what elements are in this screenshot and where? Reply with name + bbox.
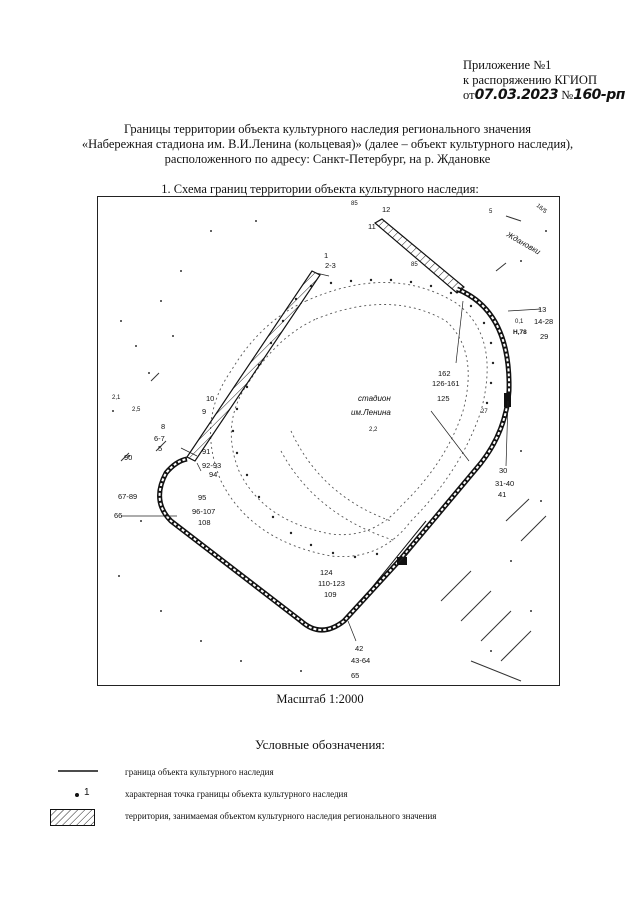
point-42: 42 [355,644,364,653]
label-27: 27 [481,409,488,415]
legend-item-territory [0,809,640,829]
point-91: 91 [202,447,211,456]
map-labels [112,201,553,680]
point-67-89: 67-89 [118,492,138,501]
label-25: 2,5 [132,407,141,413]
legend-text-point: характерная точка границы объекта культурного наследия [125,789,348,799]
point-108: 108 [198,518,211,527]
label-85a: 85 [351,201,358,207]
stadium-dots [232,279,494,558]
label-01: 0,1 [515,319,524,325]
number-prefix: № [561,88,574,102]
map-noise [112,220,547,672]
legend-text-territory: территория, занимаемая объектом культурного наследия регионального значения [125,811,437,821]
label-21: 2,1 [112,395,121,401]
point-14-28: 14-28 [534,317,554,326]
point-5: 5 [158,444,163,453]
legend-point-label: 1 [84,787,90,798]
point-8: 8 [161,422,166,431]
legend-item-point [0,787,640,807]
point-109: 109 [324,590,337,599]
legend-text-boundary: граница объекта культурного наследия [125,767,274,777]
legend-title: Условные обозначения: [254,737,386,752]
appendix-line2: к распоряжению КГИОП [463,73,597,87]
appendix-header [463,58,625,103]
point-92-93: 92-93 [202,461,222,470]
point-110-123: 110-123 [318,579,345,588]
point-1: 1 [324,251,329,260]
point-94: 94 [209,470,218,479]
date-prefix: от [463,88,475,102]
legend-dot-symbol [73,791,81,799]
point-126-161: 126-161 [432,379,460,388]
point-90: 90 [124,453,133,462]
appendix-date: 07.03.2023 [474,87,559,103]
title-line3: расположенного по адресу: Санкт-Петербург, на р. Ждановке [164,152,491,166]
point-6-7: 6-7 [154,434,165,443]
label-85b: 85 [411,262,418,268]
stadium-outline [211,282,488,556]
title-line1: Границы территории объекта культурного наследия регионального значения [123,122,532,136]
point-11: 11 [368,222,376,231]
point-125: 125 [437,394,450,403]
label-178: Н,78 [513,329,527,336]
map-stadium-name: им.Ленина [351,408,391,417]
point-66: 66 [114,511,123,520]
map-hatch-lines [121,216,549,681]
point-96-107: 96-107 [192,507,216,516]
appendix-line3 [463,88,625,103]
appendix-number: 160-рп [573,87,625,103]
label-165: 16/5 [534,202,548,216]
label-5-top: 5 [489,209,493,215]
point-13: 13 [538,305,547,314]
appendix-line1: Приложение №1 [463,58,552,72]
map-scale: Масштаб 1:2000 [276,692,364,706]
legend-item-boundary [0,765,640,785]
point-9: 9 [202,407,207,416]
map-stadium-label: стадион [358,394,391,403]
document-title [40,122,615,167]
point-30: 30 [499,466,508,475]
map-river-label: Ждановки [505,229,542,257]
title-line2: «Набережная стадиона им. В.И.Ленина (кольцевая)» (далее – объект культурного наследия), [81,137,574,151]
point-41: 41 [498,490,507,499]
point-95: 95 [198,493,207,502]
point-10: 10 [206,394,215,403]
point-124: 124 [320,568,333,577]
label-22: 2,2 [369,427,378,433]
point-65: 65 [351,671,360,680]
point-31-40: 31-40 [495,479,515,488]
section-heading: 1. Схема границ территории объекта культурного наследия: [161,182,479,196]
point-43-64: 43-64 [351,656,371,665]
legend-hatch-symbol [50,809,96,827]
boundary-map [97,196,560,686]
point-29: 29 [540,332,549,341]
map-svg [98,197,560,686]
legend-line-symbol [58,766,108,776]
point-12: 12 [382,205,391,214]
point-162: 162 [438,369,451,378]
point-2-3: 2-3 [325,261,336,270]
